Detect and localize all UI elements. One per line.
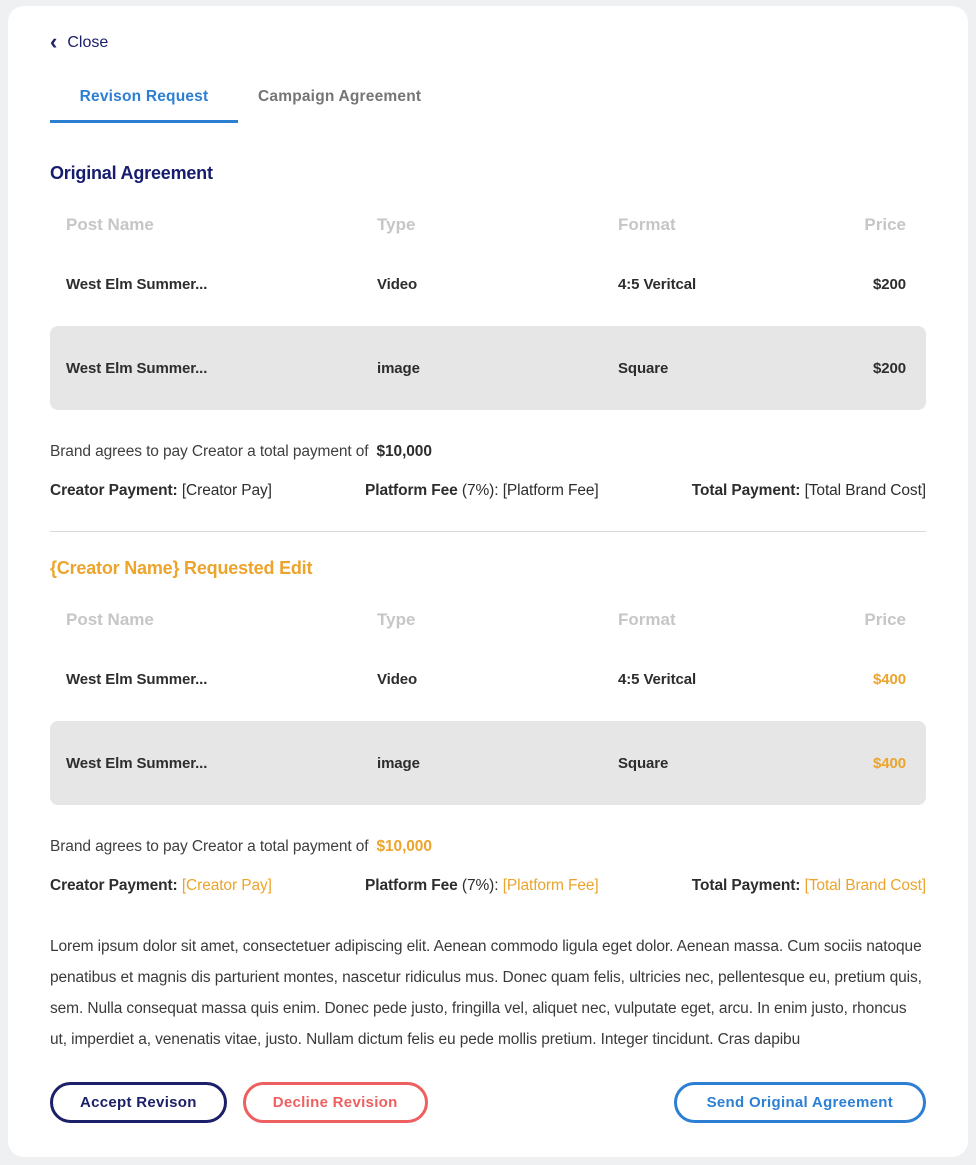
table-row	[50, 242, 926, 326]
total-amount: $10,000	[376, 838, 432, 855]
send-original-agreement-button[interactable]: Send Original Agreement	[674, 1082, 926, 1123]
cell-price: $200	[873, 359, 906, 377]
requested-edit-table	[50, 603, 926, 805]
cell-format: 4:5 Veritcal	[618, 670, 697, 688]
cell-format: Square	[618, 754, 669, 772]
creator-payment-label: Creator Payment:	[50, 482, 178, 499]
total-amount: $10,000	[376, 443, 432, 460]
column-price: Price	[864, 610, 906, 629]
tab-label: Revison Request	[79, 88, 209, 105]
creator-payment	[50, 877, 272, 895]
table-header-row	[50, 208, 926, 242]
platform-fee-value: [Platform Fee]	[502, 482, 599, 499]
requested-edit-title: {Creator Name} Requested Edit	[50, 558, 313, 578]
creator-payment-value: [Creator Pay]	[181, 482, 272, 499]
chevron-left-icon: ‹	[50, 29, 58, 54]
cell-type: image	[377, 754, 420, 772]
cell-post-name: West Elm Summer...	[66, 754, 208, 772]
cell-post-name: West Elm Summer...	[66, 275, 208, 293]
platform-fee-label: Platform Fee	[365, 482, 458, 499]
close-button[interactable]	[50, 29, 109, 54]
revision-payment-breakdown	[50, 877, 926, 895]
table-header-row	[50, 603, 926, 637]
total-payment-label: Total Payment:	[691, 877, 801, 894]
cell-price: $400	[873, 754, 906, 772]
decline-revision-button[interactable]: Decline Revision	[243, 1082, 428, 1123]
column-format: Format	[618, 610, 676, 629]
original-total-line	[50, 443, 926, 461]
platform-fee-value: [Platform Fee]	[502, 877, 599, 894]
creator-payment-value: [Creator Pay]	[181, 877, 272, 894]
section-divider	[50, 531, 926, 532]
cell-type: Video	[377, 275, 418, 293]
tab-label: Campaign Agreement	[258, 88, 422, 105]
creator-payment-label: Creator Payment:	[50, 877, 178, 894]
column-format: Format	[618, 215, 676, 234]
column-post-name: Post Name	[66, 610, 154, 629]
platform-fee-suffix: (7%):	[461, 482, 499, 499]
column-type: Type	[377, 610, 416, 629]
table-row	[50, 326, 926, 410]
agreement-description: Lorem ipsum dolor sit amet, consectetuer adipiscing elit. Aenean commodo ligula eget dolor. Aenean massa. Cum sociis natoque penatibus et magnis dis parturient montes, nascetur ridiculus mus. Donec quam felis, ultricies nec, pellentesque eu, pretium quis, sem. Nulla consequat massa quis enim. Donec pede justo, fringilla vel, aliquet nec, vulputate eget, arcu. In enim justo, rhoncus ut, imperdiet a, venenatis vitae, justo. Nullam dictum felis eu pede mollis pretium. Integer tincidunt. Cras dapibu	[50, 938, 922, 1048]
cell-type: image	[377, 359, 420, 377]
cell-price: $200	[873, 275, 906, 293]
close-label: Close	[67, 34, 109, 51]
platform-fee	[365, 482, 599, 500]
cell-format: Square	[618, 359, 669, 377]
original-agreement-table	[50, 208, 926, 410]
total-payment-value: [Total Brand Cost]	[804, 482, 926, 499]
platform-fee	[365, 877, 599, 895]
total-sentence: Brand agrees to pay Creator a total payment of	[50, 443, 369, 460]
tab-campaign-agreement[interactable]	[238, 88, 441, 123]
platform-fee-label: Platform Fee	[365, 877, 458, 894]
cell-type: Video	[377, 670, 418, 688]
table-row	[50, 721, 926, 805]
tab-revision-request[interactable]	[50, 88, 238, 123]
total-payment-label: Total Payment:	[691, 482, 801, 499]
cell-format: 4:5 Veritcal	[618, 275, 697, 293]
original-payment-breakdown	[50, 482, 926, 500]
total-payment-value: [Total Brand Cost]	[804, 877, 926, 894]
column-type: Type	[377, 215, 416, 234]
revision-total-line	[50, 838, 926, 856]
cell-post-name: West Elm Summer...	[66, 670, 208, 688]
tab-bar	[50, 88, 926, 123]
original-agreement-title: Original Agreement	[50, 163, 213, 183]
cell-post-name: West Elm Summer...	[66, 359, 208, 377]
total-sentence: Brand agrees to pay Creator a total payment of	[50, 838, 369, 855]
cell-price: $400	[873, 670, 906, 688]
total-payment	[692, 877, 926, 895]
action-bar	[50, 1082, 926, 1123]
total-payment	[692, 482, 926, 500]
revision-request-card	[8, 6, 968, 1157]
accept-revision-button[interactable]: Accept Revison	[50, 1082, 227, 1123]
creator-payment	[50, 482, 272, 500]
platform-fee-suffix: (7%):	[461, 877, 499, 894]
column-price: Price	[864, 215, 906, 234]
table-row	[50, 637, 926, 721]
column-post-name: Post Name	[66, 215, 154, 234]
